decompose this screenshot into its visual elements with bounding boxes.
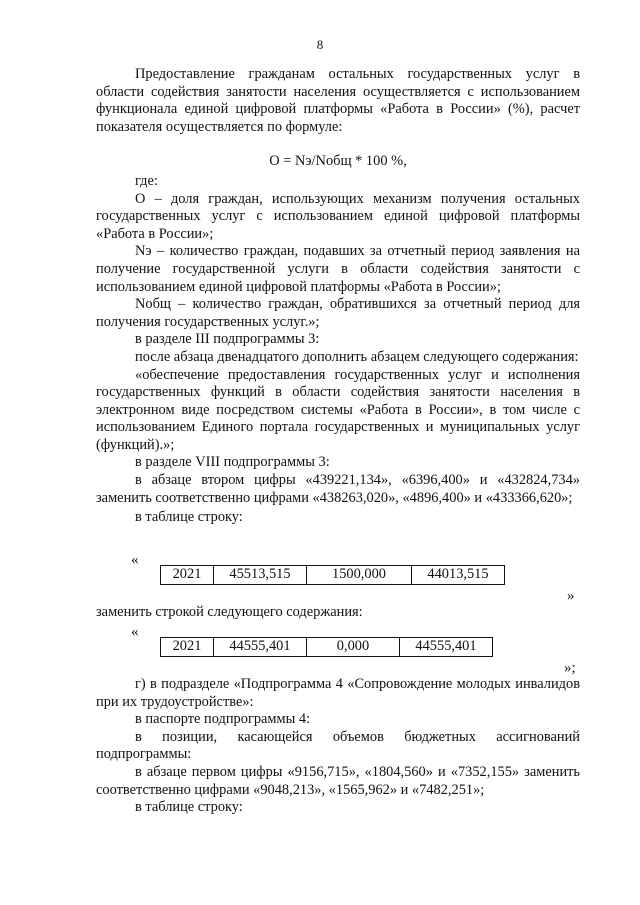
paragraph-section-iii: в разделе III подпрограммы 3:: [135, 331, 320, 348]
table-old-row: [160, 565, 505, 585]
paragraph-ne-definition: Nэ – количество граждан, подавших за отчетный период заявления на получение государственной услуги в области содействия занятости с использованием единой цифровой платформы «Работа в России»;: [96, 243, 580, 295]
table-cell-year: 2021: [161, 566, 214, 585]
table-cell-regional: 44555,401: [400, 638, 493, 657]
paragraph-replace-with: заменить строкой следующего содержания:: [96, 604, 363, 620]
paragraph-where: где:: [135, 172, 158, 189]
paragraph-table-row-2: в таблице строку:: [135, 799, 243, 816]
formula: O = Nэ/Nобщ * 100 %,: [269, 153, 407, 170]
paragraph-passport-4: в паспорте подпрограммы 4:: [135, 711, 311, 728]
paragraph-add-after-twelfth: после абзаца двенадцатого дополнить абзацем следующего содержания:: [135, 348, 579, 365]
table-cell-federal: 1500,000: [307, 566, 412, 585]
table-row: [161, 566, 505, 585]
paragraph-o-definition: O – доля граждан, использующих механизм получения остальных государственных услуг с использованием единой цифровой платформы «Работа в России»;: [96, 190, 580, 242]
paragraph-budget-position: в позиции, касающейся объемов бюджетных ассигнований подпрограммы:: [96, 728, 580, 763]
paragraph-section-viii: в разделе VIII подпрограммы 3:: [135, 454, 330, 471]
table-new-row: [160, 637, 493, 657]
paragraph-nobsh-definition: Nобщ – количество граждан, обратившихся за отчетный период для получения государственных услуг.»;: [96, 296, 580, 330]
paragraph-replace-figures: в абзаце втором цифры «439221,134», «6396,400» и «432824,734» заменить соответственно цифрами «438263,020», «4896,400» и «433366,620»;: [96, 472, 580, 506]
open-quote-new: «: [131, 624, 139, 640]
table-cell-total: 45513,515: [214, 566, 307, 585]
close-quote-new: »;: [564, 660, 576, 676]
table-cell-federal: 0,000: [307, 638, 400, 657]
paragraph-table-row: в таблице строку:: [135, 509, 243, 526]
paragraph-subsection-4: г) в подразделе «Подпрограмма 4 «Сопровождение молодых инвалидов при их трудоустройстве»:: [96, 676, 580, 710]
text-block-2: [96, 604, 580, 622]
open-quote-old: «: [131, 552, 139, 568]
table-cell-regional: 44013,515: [412, 566, 505, 585]
text-block-1: [96, 66, 580, 527]
close-quote-old: »: [567, 588, 575, 604]
text-block-3: [96, 676, 580, 817]
table-cell-year: 2021: [161, 638, 214, 657]
paragraph-quoted-addition: «обеспечение предоставления государственных услуг и исполнения государственных функций в области содействия занятости населения в электронном виде посредством системы «Работа в России», в том числе с использованием Единого портала государственных и муниципальных услуг (функций).»;: [96, 366, 580, 453]
paragraph-intro: Предоставление гражданам остальных государственных услуг в области содействия занятости населения осуществляется с использованием функционала единой цифровой платформы «Работа в России» (%), расчет показателя осуществляется по формуле:: [96, 66, 580, 135]
paragraph-first-abzats: в абзаце первом цифры «9156,715», «1804,560» и «7352,155» заменить соответственно цифрами «9048,213», «1565,962» и «7482,251»;: [96, 763, 580, 798]
table-cell-total: 44555,401: [214, 638, 307, 657]
table-row: [161, 638, 493, 657]
page-number: 8: [316, 37, 324, 52]
